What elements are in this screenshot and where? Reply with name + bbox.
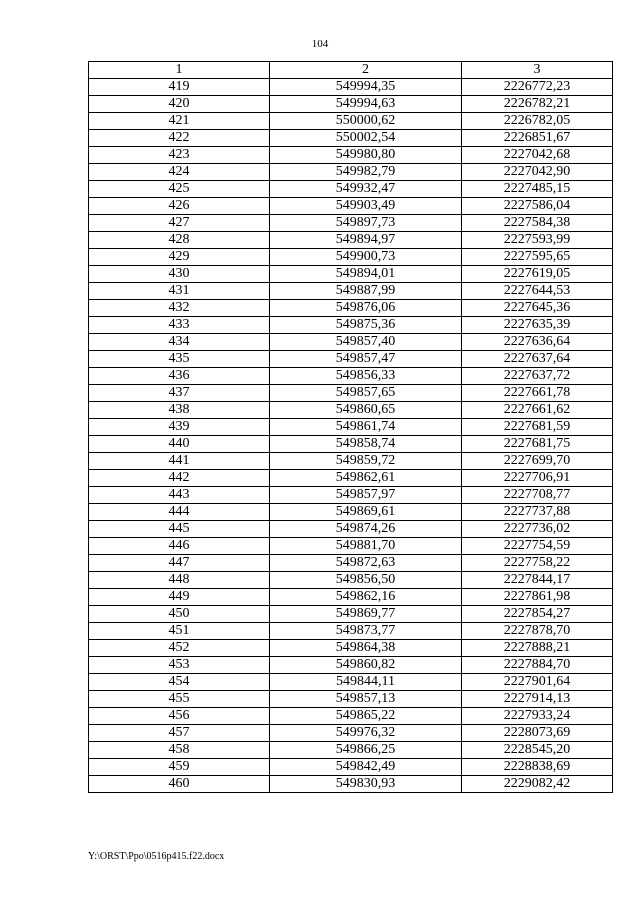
x-coordinate-cell: 549865,22	[270, 708, 462, 725]
table-row	[89, 215, 613, 232]
y-coordinate-cell: 2227644,53	[462, 283, 613, 300]
point-number-cell: 452	[89, 640, 270, 657]
coordinates-table	[88, 61, 613, 793]
table-row	[89, 147, 613, 164]
table-row	[89, 708, 613, 725]
point-number-cell: 433	[89, 317, 270, 334]
y-coordinate-cell: 2229082,42	[462, 776, 613, 793]
y-coordinate-cell: 2227485,15	[462, 181, 613, 198]
table-row	[89, 232, 613, 249]
table-row	[89, 283, 613, 300]
point-number-cell: 448	[89, 572, 270, 589]
y-coordinate-cell: 2227844,17	[462, 572, 613, 589]
y-coordinate-cell: 2227933,24	[462, 708, 613, 725]
point-number-cell: 441	[89, 453, 270, 470]
x-coordinate-cell: 549857,40	[270, 334, 462, 351]
y-coordinate-cell: 2227645,36	[462, 300, 613, 317]
y-coordinate-cell: 2226772,23	[462, 79, 613, 96]
header-row	[89, 62, 613, 79]
table-row	[89, 419, 613, 436]
table-body	[89, 79, 613, 793]
table-row	[89, 334, 613, 351]
x-coordinate-cell: 549861,74	[270, 419, 462, 436]
point-number-cell: 459	[89, 759, 270, 776]
table-row	[89, 470, 613, 487]
column-header-3: 3	[462, 62, 613, 79]
table-row	[89, 79, 613, 96]
table-row	[89, 113, 613, 130]
point-number-cell: 419	[89, 79, 270, 96]
y-coordinate-cell: 2227888,21	[462, 640, 613, 657]
x-coordinate-cell: 549859,72	[270, 453, 462, 470]
x-coordinate-cell: 549982,79	[270, 164, 462, 181]
x-coordinate-cell: 549900,73	[270, 249, 462, 266]
table-row	[89, 538, 613, 555]
y-coordinate-cell: 2227636,64	[462, 334, 613, 351]
page-number: 104	[311, 38, 329, 50]
table-row	[89, 436, 613, 453]
point-number-cell: 430	[89, 266, 270, 283]
table-row	[89, 453, 613, 470]
x-coordinate-cell: 549869,61	[270, 504, 462, 521]
point-number-cell: 442	[89, 470, 270, 487]
table-row	[89, 725, 613, 742]
x-coordinate-cell: 549869,77	[270, 606, 462, 623]
y-coordinate-cell: 2227706,91	[462, 470, 613, 487]
y-coordinate-cell: 2228838,69	[462, 759, 613, 776]
x-coordinate-cell: 549862,16	[270, 589, 462, 606]
table-row	[89, 742, 613, 759]
point-number-cell: 438	[89, 402, 270, 419]
y-coordinate-cell: 2227736,02	[462, 521, 613, 538]
y-coordinate-cell: 2227661,78	[462, 385, 613, 402]
table-row	[89, 385, 613, 402]
point-number-cell: 454	[89, 674, 270, 691]
table-row	[89, 589, 613, 606]
table-row	[89, 317, 613, 334]
table-row	[89, 555, 613, 572]
point-number-cell: 455	[89, 691, 270, 708]
x-coordinate-cell: 549876,06	[270, 300, 462, 317]
point-number-cell: 450	[89, 606, 270, 623]
table-row	[89, 657, 613, 674]
table-row	[89, 130, 613, 147]
y-coordinate-cell: 2227661,62	[462, 402, 613, 419]
x-coordinate-cell: 550000,62	[270, 113, 462, 130]
point-number-cell: 436	[89, 368, 270, 385]
point-number-cell: 446	[89, 538, 270, 555]
point-number-cell: 425	[89, 181, 270, 198]
point-number-cell: 434	[89, 334, 270, 351]
x-coordinate-cell: 549994,35	[270, 79, 462, 96]
y-coordinate-cell: 2227708,77	[462, 487, 613, 504]
point-number-cell: 431	[89, 283, 270, 300]
table-row	[89, 759, 613, 776]
point-number-cell: 432	[89, 300, 270, 317]
y-coordinate-cell: 2227758,22	[462, 555, 613, 572]
x-coordinate-cell: 549830,93	[270, 776, 462, 793]
x-coordinate-cell: 549858,74	[270, 436, 462, 453]
point-number-cell: 445	[89, 521, 270, 538]
y-coordinate-cell: 2227619,05	[462, 266, 613, 283]
table-row	[89, 691, 613, 708]
x-coordinate-cell: 549860,82	[270, 657, 462, 674]
y-coordinate-cell: 2227737,88	[462, 504, 613, 521]
y-coordinate-cell: 2228073,69	[462, 725, 613, 742]
y-coordinate-cell: 2227042,68	[462, 147, 613, 164]
x-coordinate-cell: 549857,47	[270, 351, 462, 368]
y-coordinate-cell: 2227878,70	[462, 623, 613, 640]
point-number-cell: 451	[89, 623, 270, 640]
y-coordinate-cell: 2228545,20	[462, 742, 613, 759]
x-coordinate-cell: 549857,65	[270, 385, 462, 402]
x-coordinate-cell: 549875,36	[270, 317, 462, 334]
table-row	[89, 351, 613, 368]
point-number-cell: 458	[89, 742, 270, 759]
point-number-cell: 420	[89, 96, 270, 113]
x-coordinate-cell: 549903,49	[270, 198, 462, 215]
x-coordinate-cell: 549856,50	[270, 572, 462, 589]
point-number-cell: 426	[89, 198, 270, 215]
x-coordinate-cell: 549842,49	[270, 759, 462, 776]
y-coordinate-cell: 2227637,72	[462, 368, 613, 385]
table-row	[89, 521, 613, 538]
y-coordinate-cell: 2227637,64	[462, 351, 613, 368]
table-row	[89, 300, 613, 317]
table-row	[89, 368, 613, 385]
column-header-1: 1	[89, 62, 270, 79]
x-coordinate-cell: 549857,97	[270, 487, 462, 504]
x-coordinate-cell: 549872,63	[270, 555, 462, 572]
x-coordinate-cell: 549887,99	[270, 283, 462, 300]
y-coordinate-cell: 2226782,05	[462, 113, 613, 130]
point-number-cell: 424	[89, 164, 270, 181]
table-row	[89, 487, 613, 504]
table-row	[89, 402, 613, 419]
y-coordinate-cell: 2227595,65	[462, 249, 613, 266]
table-row	[89, 623, 613, 640]
table-row	[89, 96, 613, 113]
y-coordinate-cell: 2227042,90	[462, 164, 613, 181]
y-coordinate-cell: 2226851,67	[462, 130, 613, 147]
point-number-cell: 444	[89, 504, 270, 521]
table-row	[89, 181, 613, 198]
y-coordinate-cell: 2227754,59	[462, 538, 613, 555]
x-coordinate-cell: 549932,47	[270, 181, 462, 198]
column-header-2: 2	[270, 62, 462, 79]
y-coordinate-cell: 2227699,70	[462, 453, 613, 470]
x-coordinate-cell: 549894,97	[270, 232, 462, 249]
x-coordinate-cell: 549881,70	[270, 538, 462, 555]
point-number-cell: 427	[89, 215, 270, 232]
point-number-cell: 428	[89, 232, 270, 249]
x-coordinate-cell: 549862,61	[270, 470, 462, 487]
table-row	[89, 504, 613, 521]
point-number-cell: 453	[89, 657, 270, 674]
table-row	[89, 606, 613, 623]
y-coordinate-cell: 2227861,98	[462, 589, 613, 606]
x-coordinate-cell: 549980,80	[270, 147, 462, 164]
x-coordinate-cell: 549897,73	[270, 215, 462, 232]
point-number-cell: 435	[89, 351, 270, 368]
y-coordinate-cell: 2227635,39	[462, 317, 613, 334]
x-coordinate-cell: 549976,32	[270, 725, 462, 742]
point-number-cell: 421	[89, 113, 270, 130]
table-header	[89, 62, 613, 79]
point-number-cell: 423	[89, 147, 270, 164]
table-row	[89, 640, 613, 657]
table-row	[89, 249, 613, 266]
x-coordinate-cell: 549860,65	[270, 402, 462, 419]
point-number-cell: 437	[89, 385, 270, 402]
y-coordinate-cell: 2227901,64	[462, 674, 613, 691]
point-number-cell: 440	[89, 436, 270, 453]
x-coordinate-cell: 549874,26	[270, 521, 462, 538]
x-coordinate-cell: 549856,33	[270, 368, 462, 385]
table-row	[89, 572, 613, 589]
x-coordinate-cell: 549894,01	[270, 266, 462, 283]
y-coordinate-cell: 2227586,04	[462, 198, 613, 215]
point-number-cell: 443	[89, 487, 270, 504]
y-coordinate-cell: 2227854,27	[462, 606, 613, 623]
x-coordinate-cell: 549873,77	[270, 623, 462, 640]
y-coordinate-cell: 2227914,13	[462, 691, 613, 708]
point-number-cell: 429	[89, 249, 270, 266]
point-number-cell: 439	[89, 419, 270, 436]
point-number-cell: 456	[89, 708, 270, 725]
x-coordinate-cell: 549866,25	[270, 742, 462, 759]
table-row	[89, 164, 613, 181]
footer-file-path: Y:\ORST\Ppo\0516p415.f22.docx	[88, 851, 225, 862]
table-row	[89, 776, 613, 793]
point-number-cell: 460	[89, 776, 270, 793]
x-coordinate-cell: 549844,11	[270, 674, 462, 691]
y-coordinate-cell: 2227593,99	[462, 232, 613, 249]
x-coordinate-cell: 549864,38	[270, 640, 462, 657]
y-coordinate-cell: 2227584,38	[462, 215, 613, 232]
table-row	[89, 198, 613, 215]
x-coordinate-cell: 549857,13	[270, 691, 462, 708]
point-number-cell: 457	[89, 725, 270, 742]
point-number-cell: 447	[89, 555, 270, 572]
table-row	[89, 266, 613, 283]
table-row	[89, 674, 613, 691]
x-coordinate-cell: 550002,54	[270, 130, 462, 147]
point-number-cell: 449	[89, 589, 270, 606]
y-coordinate-cell: 2226782,21	[462, 96, 613, 113]
y-coordinate-cell: 2227681,59	[462, 419, 613, 436]
y-coordinate-cell: 2227681,75	[462, 436, 613, 453]
y-coordinate-cell: 2227884,70	[462, 657, 613, 674]
x-coordinate-cell: 549994,63	[270, 96, 462, 113]
point-number-cell: 422	[89, 130, 270, 147]
